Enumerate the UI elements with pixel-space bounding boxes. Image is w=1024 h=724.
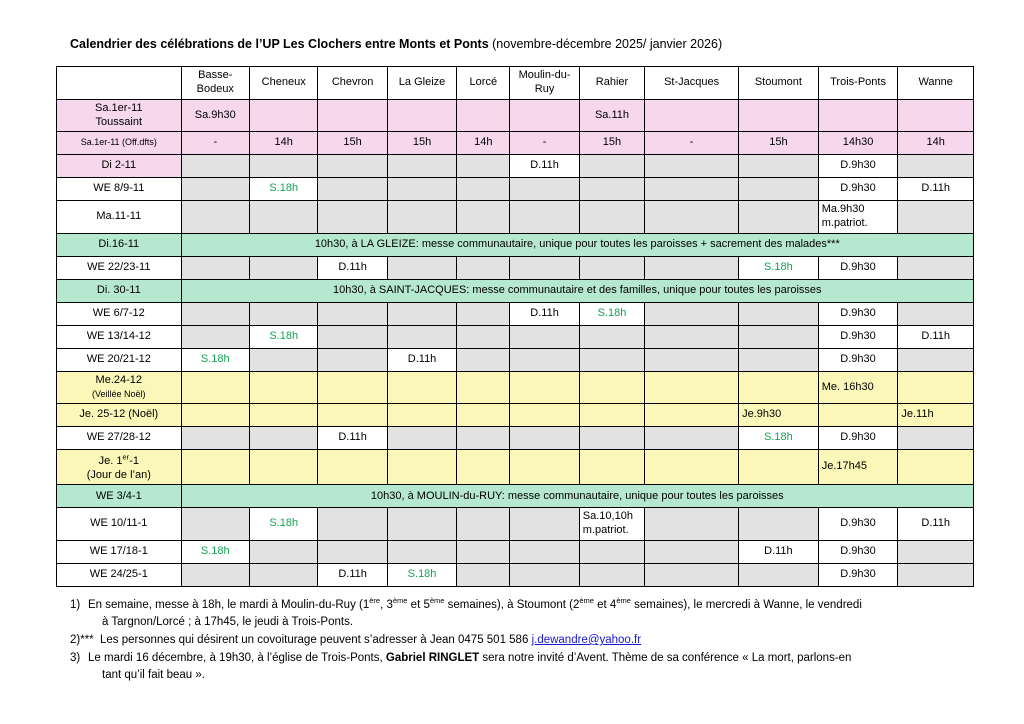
schedule-cell (739, 348, 819, 371)
schedule-cell (579, 404, 644, 427)
schedule-cell (387, 325, 456, 348)
row-label-line: Je. 25-12 (Noël) (79, 408, 159, 421)
footnote-3-text-c: sera notre invité d’Avent. Thème de sa conférence « La mort, parlons-en (479, 651, 852, 664)
schedule-cell: S.18h (181, 540, 249, 563)
schedule-cell (579, 371, 644, 404)
column-header-cheneux: Cheneux (249, 67, 317, 100)
table-header-row (57, 67, 974, 100)
footnotes (70, 596, 974, 684)
row-label (57, 371, 182, 404)
schedule-cell: S.18h (739, 427, 819, 450)
schedule-cell (457, 563, 510, 586)
schedule-cell: Je.11h (898, 404, 974, 427)
schedule-cell: 15h (318, 132, 387, 155)
schedule-cell (249, 201, 317, 234)
column-header-chevron: Chevron (318, 67, 387, 100)
row-label (57, 563, 182, 586)
schedule-cell: D.9h30 (818, 178, 898, 201)
schedule-cell (739, 302, 819, 325)
schedule-cell (457, 404, 510, 427)
schedule-cell (645, 256, 739, 279)
schedule-cell: D.9h30 (818, 540, 898, 563)
row-label (57, 132, 182, 155)
schedule-cell: D.9h30 (818, 302, 898, 325)
schedule-cell (739, 99, 819, 132)
page-title-period: (novembre-décembre 2025/ janvier 2026) (492, 37, 723, 51)
schedule-cell (818, 99, 898, 132)
row-label (57, 540, 182, 563)
schedule-cell: D.11h (739, 540, 819, 563)
row-label (57, 178, 182, 201)
schedule-cell: D.11h (510, 302, 579, 325)
row-label (57, 99, 182, 132)
schedule-cell (249, 348, 317, 371)
schedule-cell (739, 178, 819, 201)
schedule-cell (318, 450, 387, 485)
schedule-cell: D.11h (318, 427, 387, 450)
schedule-cell (510, 508, 579, 541)
schedule-cell (318, 508, 387, 541)
table-row (57, 404, 974, 427)
schedule-cell (645, 450, 739, 485)
table-row (57, 99, 974, 132)
schedule-cell (318, 201, 387, 234)
row-label (57, 404, 182, 427)
schedule-cell (510, 178, 579, 201)
schedule-cell (387, 99, 456, 132)
column-header-moulin-du-ruy: Moulin-du-Ruy (510, 67, 579, 100)
schedule-cell (579, 201, 644, 234)
table-row (57, 233, 974, 256)
column-header-st-jacques: St-Jacques (645, 67, 739, 100)
schedule-cell (457, 325, 510, 348)
schedule-cell (457, 99, 510, 132)
schedule-cell (457, 155, 510, 178)
schedule-cell (645, 540, 739, 563)
row-label-line: WE 27/28-12 (86, 431, 151, 444)
row-label-line: WE 6/7-12 (92, 306, 145, 319)
schedule-cell (898, 371, 974, 404)
schedule-cell (579, 427, 644, 450)
table-row (57, 201, 974, 234)
schedule-cell: D.11h (898, 178, 974, 201)
table-header (57, 67, 974, 100)
schedule-cell (645, 371, 739, 404)
row-label-line: Sa.1er-11 (Off.dfts) (80, 137, 157, 148)
footnote-1-number: 1) (70, 598, 81, 611)
row-label-line: WE 22/23-11 (87, 260, 151, 273)
row-label-line: Di.16-11 (98, 237, 140, 250)
schedule-cell (457, 540, 510, 563)
schedule-cell: D.11h (387, 348, 456, 371)
footnote-2-text: Les personnes qui désirent un covoiturage peuvent s’adresser à Jean 0475 501 586 (100, 634, 532, 647)
row-label-line: WE 20/21-12 (86, 352, 151, 365)
schedule-cell (249, 563, 317, 586)
row-label-line: WE 24/25-1 (89, 568, 148, 581)
row-label (57, 302, 182, 325)
schedule-cell (249, 256, 317, 279)
schedule-cell (579, 563, 644, 586)
schedule-cell (387, 404, 456, 427)
schedule-cell (739, 201, 819, 234)
row-label (57, 155, 182, 178)
schedule-cell (898, 201, 974, 234)
schedule-cell (645, 201, 739, 234)
table-row (57, 302, 974, 325)
schedule-cell: D.11h (510, 155, 579, 178)
footnote-3-text-a: Le mardi 16 décembre, à 19h30, à l’église de Trois-Ponts, (88, 651, 386, 664)
schedule-cell (457, 427, 510, 450)
table-row (57, 155, 974, 178)
row-label-line: Toussaint (95, 115, 143, 128)
schedule-cell: D.9h30 (818, 508, 898, 541)
table-row (57, 279, 974, 302)
schedule-cell: S.18h (387, 563, 456, 586)
schedule-cell (387, 201, 456, 234)
schedule-cell (249, 427, 317, 450)
row-label (57, 348, 182, 371)
schedule-cell: 14h (898, 132, 974, 155)
schedule-cell (249, 155, 317, 178)
schedule-cell (510, 404, 579, 427)
schedule-cell (510, 99, 579, 132)
schedule-cell (181, 508, 249, 541)
schedule-cell (579, 540, 644, 563)
schedule-cell: - (181, 132, 249, 155)
schedule-cell (645, 155, 739, 178)
schedule-cell (249, 99, 317, 132)
schedule-cell: S.18h (739, 256, 819, 279)
schedule-cell (579, 256, 644, 279)
row-label-line: Ma.11-11 (96, 210, 142, 223)
schedule-cell (739, 155, 819, 178)
schedule-cell (457, 348, 510, 371)
schedule-cell (645, 178, 739, 201)
schedule-cell (645, 325, 739, 348)
schedule-cell (457, 178, 510, 201)
schedule-cell (645, 508, 739, 541)
schedule-cell: D.9h30 (818, 427, 898, 450)
schedule-cell: Sa.11h (579, 99, 644, 132)
schedule-cell: Sa.9h30 (181, 99, 249, 132)
schedule-cell (510, 201, 579, 234)
schedule-cell (898, 563, 974, 586)
row-announcement: 10h30, à SAINT-JACQUES: messe communautaire et des familles, unique pour toutes les paroisses (181, 279, 973, 302)
row-label-line: WE 17/18-1 (89, 545, 148, 558)
row-label (57, 279, 182, 302)
footnote-3-continued: tant qu’il fait beau ». (102, 669, 205, 682)
schedule-cell (739, 563, 819, 586)
schedule-cell (579, 450, 644, 485)
row-label (57, 325, 182, 348)
footnote-2-number: 2)*** (70, 634, 94, 647)
schedule-cell (387, 508, 456, 541)
schedule-cell (579, 178, 644, 201)
row-label (57, 201, 182, 234)
table-row (57, 178, 974, 201)
column-header-wanne: Wanne (898, 67, 974, 100)
table-body (57, 99, 974, 586)
schedule-cell (898, 155, 974, 178)
row-label-line: Di 2-11 (101, 159, 137, 172)
table-row (57, 485, 974, 508)
page-title-main: Calendrier des célébrations de l’UP Les Clochers entre Monts et Ponts (70, 37, 493, 51)
schedule-cell (898, 256, 974, 279)
row-label-line: WE 13/14-12 (86, 329, 151, 342)
footnote-3 (70, 650, 974, 667)
schedule-cell (387, 540, 456, 563)
schedule-cell: D.9h30 (818, 563, 898, 586)
schedule-cell: Ma.9h30 m.patriot. (818, 201, 898, 234)
table-row (57, 540, 974, 563)
schedule-cell (387, 178, 456, 201)
schedule-cell (387, 450, 456, 485)
schedule-cell (898, 302, 974, 325)
row-label-line: WE 8/9-11 (93, 182, 145, 195)
celebrations-table (56, 66, 974, 587)
email-link[interactable]: j.dewandre@yahoo.fr (531, 634, 642, 647)
schedule-cell (510, 256, 579, 279)
table-row (57, 256, 974, 279)
schedule-cell (318, 99, 387, 132)
schedule-cell: S.18h (249, 178, 317, 201)
schedule-cell (387, 371, 456, 404)
schedule-cell: D.9h30 (818, 256, 898, 279)
schedule-cell: D.9h30 (818, 348, 898, 371)
footnote-1 (70, 596, 974, 614)
row-label (57, 485, 182, 508)
row-label-line: (Veillée Noël) (92, 388, 146, 399)
row-label-line: Sa.1er-11 (95, 101, 143, 114)
schedule-cell: 15h (739, 132, 819, 155)
schedule-cell (181, 450, 249, 485)
schedule-cell (318, 371, 387, 404)
schedule-cell (318, 348, 387, 371)
schedule-cell: Je.17h45 (818, 450, 898, 485)
column-header-trois-ponts: Trois-Ponts (818, 67, 898, 100)
schedule-cell: 14h30 (818, 132, 898, 155)
schedule-cell (457, 302, 510, 325)
column-header-basse-bodeux: Basse-Bodeux (181, 67, 249, 100)
table-row (57, 450, 974, 485)
column-header-lorc-: Lorcé (457, 67, 510, 100)
footnote-3-number: 3) (70, 651, 81, 664)
table-row (57, 132, 974, 155)
column-header-la-gleize: La Gleize (387, 67, 456, 100)
schedule-cell (318, 404, 387, 427)
page-title (70, 36, 974, 52)
column-header-stoumont: Stoumont (739, 67, 819, 100)
schedule-cell (249, 302, 317, 325)
row-announcement: 10h30, à MOULIN-du-RUY: messe communautaire, unique pour toutes les paroisses (181, 485, 973, 508)
schedule-cell: D.11h (898, 325, 974, 348)
schedule-cell (579, 325, 644, 348)
schedule-cell (457, 508, 510, 541)
schedule-cell (181, 563, 249, 586)
column-header-rahier: Rahier (579, 67, 644, 100)
schedule-cell: D.9h30 (818, 325, 898, 348)
schedule-cell (181, 256, 249, 279)
schedule-cell: D.9h30 (818, 155, 898, 178)
schedule-cell (898, 348, 974, 371)
schedule-cell (898, 99, 974, 132)
schedule-cell (181, 325, 249, 348)
schedule-cell (898, 427, 974, 450)
schedule-cell (645, 302, 739, 325)
schedule-cell (510, 450, 579, 485)
schedule-cell (457, 371, 510, 404)
schedule-cell (739, 450, 819, 485)
schedule-cell (318, 178, 387, 201)
schedule-cell (510, 563, 579, 586)
row-label (57, 450, 182, 485)
schedule-cell (318, 302, 387, 325)
row-label (57, 256, 182, 279)
schedule-cell: Me. 16h30 (818, 371, 898, 404)
schedule-cell: 15h (387, 132, 456, 155)
schedule-cell: D.11h (898, 508, 974, 541)
schedule-cell (898, 450, 974, 485)
schedule-cell (457, 450, 510, 485)
schedule-cell (818, 404, 898, 427)
schedule-cell (645, 563, 739, 586)
footnote-2 (70, 632, 974, 649)
row-announcement: 10h30, à LA GLEIZE: messe communautaire, unique pour toutes les paroisses + sacrement des malades*** (181, 233, 973, 256)
schedule-cell (181, 302, 249, 325)
schedule-cell: - (510, 132, 579, 155)
row-label-line: Je. 1er-1 (98, 452, 139, 467)
schedule-cell (387, 302, 456, 325)
schedule-cell: 14h (457, 132, 510, 155)
schedule-cell (181, 201, 249, 234)
schedule-cell (181, 178, 249, 201)
table-row (57, 325, 974, 348)
schedule-cell (510, 325, 579, 348)
schedule-cell (387, 155, 456, 178)
schedule-cell (181, 155, 249, 178)
schedule-cell: S.18h (579, 302, 644, 325)
schedule-cell (387, 427, 456, 450)
schedule-cell: Sa.10,10h m.patriot. (579, 508, 644, 541)
table-row (57, 427, 974, 450)
schedule-cell (249, 371, 317, 404)
schedule-cell (579, 348, 644, 371)
schedule-cell (249, 450, 317, 485)
schedule-cell (457, 201, 510, 234)
row-label (57, 233, 182, 256)
schedule-cell (510, 540, 579, 563)
row-label-line: Di. 30-11 (96, 283, 141, 296)
schedule-cell (181, 427, 249, 450)
schedule-cell (181, 404, 249, 427)
row-label-line: WE 3/4-1 (95, 489, 142, 502)
schedule-cell (387, 256, 456, 279)
footnote-3-guest-name: Gabriel RINGLET (385, 651, 480, 664)
row-label (57, 508, 182, 541)
table-corner-cell (57, 67, 182, 100)
schedule-cell: D.11h (318, 256, 387, 279)
schedule-cell (318, 540, 387, 563)
schedule-cell (318, 325, 387, 348)
footnote-1-continued: à Targnon/Lorcé ; à 17h45, le jeudi à Trois-Ponts. (102, 616, 354, 629)
schedule-cell (579, 155, 644, 178)
schedule-cell (645, 99, 739, 132)
schedule-cell: - (645, 132, 739, 155)
schedule-cell (645, 404, 739, 427)
schedule-cell (510, 371, 579, 404)
schedule-cell (249, 540, 317, 563)
schedule-cell (318, 155, 387, 178)
schedule-cell: 15h (579, 132, 644, 155)
schedule-cell (510, 427, 579, 450)
schedule-cell (510, 348, 579, 371)
table-row (57, 563, 974, 586)
schedule-cell (739, 508, 819, 541)
row-label-line: (Jour de l’an) (86, 468, 151, 481)
schedule-cell: Je.9h30 (739, 404, 819, 427)
schedule-cell (457, 256, 510, 279)
schedule-cell (739, 371, 819, 404)
schedule-cell (739, 325, 819, 348)
schedule-cell: D.11h (318, 563, 387, 586)
schedule-cell (645, 427, 739, 450)
table-row (57, 508, 974, 541)
schedule-cell: S.18h (181, 348, 249, 371)
schedule-cell (181, 371, 249, 404)
schedule-cell: 14h (249, 132, 317, 155)
table-row (57, 348, 974, 371)
schedule-cell (898, 540, 974, 563)
row-label-line: WE 10/11-1 (90, 517, 148, 530)
row-label (57, 427, 182, 450)
row-label-line: Me.24-12 (95, 373, 143, 386)
schedule-cell: S.18h (249, 508, 317, 541)
table-row (57, 371, 974, 404)
schedule-cell (249, 404, 317, 427)
footnote-1-text: En semaine, messe à 18h, le mardi à Moulin-du-Ruy (1ère, 3ème et 5ème semaines), à Stoumont (2ème et 4ème semaines), le mercredi à Wanne, le vendredi (88, 595, 862, 611)
schedule-cell (645, 348, 739, 371)
schedule-cell: S.18h (249, 325, 317, 348)
